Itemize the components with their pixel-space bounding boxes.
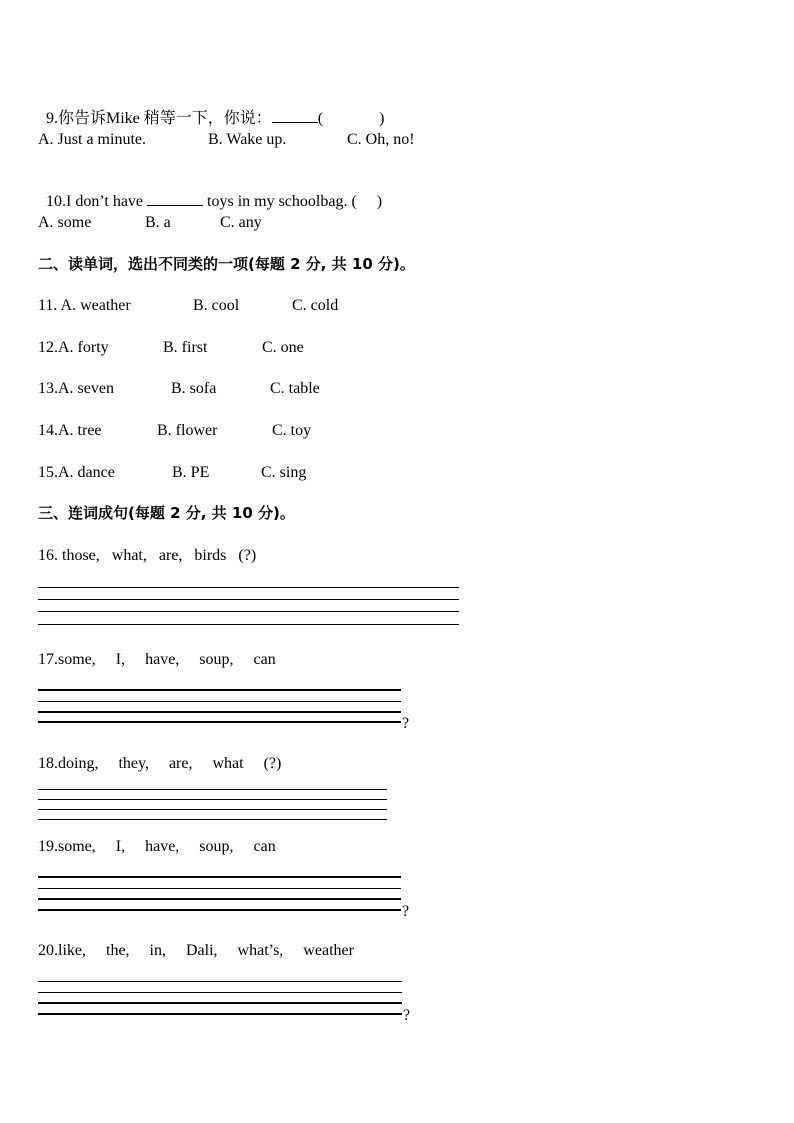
writing-line (38, 819, 387, 820)
writing-line (38, 789, 387, 790)
section2-heading: 二、读单词，选出不同类的一项(每题 2 分, 共 10 分)。 (38, 255, 415, 273)
q13-option-c: C. table (270, 380, 320, 397)
writing-line (38, 624, 459, 625)
q9-option-a: A. Just a minute. (38, 131, 146, 148)
q11-option-c: C. cold (292, 297, 339, 314)
q15-option-b: B. PE (172, 464, 210, 481)
writing-line (38, 689, 401, 691)
q14-option-c: C. toy (272, 422, 312, 439)
q14-option-b: B. flower (157, 422, 218, 439)
writing-line (38, 809, 387, 810)
writing-line (38, 1013, 402, 1015)
writing-line (38, 711, 401, 713)
writing-line (38, 981, 402, 982)
writing-line (38, 701, 401, 702)
q20-question-mark: ? (403, 1007, 411, 1024)
q15-option-a: 15.A. dance (38, 464, 115, 481)
writing-line (38, 799, 387, 800)
q10-option-a: A. some (38, 214, 92, 231)
writing-line (38, 721, 401, 723)
q16-words: 16. those, what, are, birds (?) (38, 547, 257, 564)
section3-heading: 三、连词成句(每题 2 分, 共 10 分)。 (38, 504, 295, 522)
q15-option-c: C. sing (261, 464, 307, 481)
q12-option-b: B. first (163, 339, 208, 356)
q10-stem-after: toys in my schoolbag. ( ) (207, 193, 383, 210)
q11-option-b: B. cool (193, 297, 240, 314)
writing-line (38, 909, 401, 911)
q13-option-a: 13.A. seven (38, 380, 114, 397)
q9-paren-close: ) (379, 110, 385, 127)
q19-words: 19.some, I, have, soup, can (38, 838, 276, 855)
q17-words: 17.some, I, have, soup, can (38, 651, 276, 668)
writing-line (38, 876, 401, 878)
q9-stem: 9.你告诉Mike 稍等一下，你说： (46, 110, 272, 127)
q9-answer-blank[interactable] (272, 108, 318, 123)
q9-paren-open: ( (317, 110, 324, 127)
writing-line (38, 587, 459, 588)
writing-line (38, 1002, 402, 1004)
q18-words: 18.doing, they, are, what (?) (38, 755, 282, 772)
writing-line (38, 611, 459, 612)
q9-option-b: B. Wake up. (208, 131, 287, 148)
q20-words: 20.like, the, in, Dali, what’s, weather (38, 942, 354, 959)
writing-line (38, 888, 401, 889)
q17-question-mark: ? (402, 715, 410, 732)
q12-option-a: 12.A. forty (38, 339, 109, 356)
q19-question-mark: ? (402, 903, 410, 920)
writing-line (38, 599, 459, 600)
q10-option-c: C. any (220, 214, 262, 231)
q9-stem-line (38, 88, 384, 129)
q12-option-c: C. one (262, 339, 304, 356)
q13-option-b: B. sofa (171, 380, 217, 397)
q10-stem-before: 10.I don’t have (46, 193, 144, 210)
writing-line (38, 898, 401, 900)
q14-option-a: 14.A. tree (38, 422, 102, 439)
q10-stem-line (38, 171, 382, 212)
q10-answer-blank[interactable] (147, 191, 203, 206)
q10-option-b: B. a (145, 214, 171, 231)
q11-option-a: 11. A. weather (38, 297, 131, 314)
q9-option-c: C. Oh, no! (347, 131, 415, 148)
writing-line (38, 992, 402, 993)
